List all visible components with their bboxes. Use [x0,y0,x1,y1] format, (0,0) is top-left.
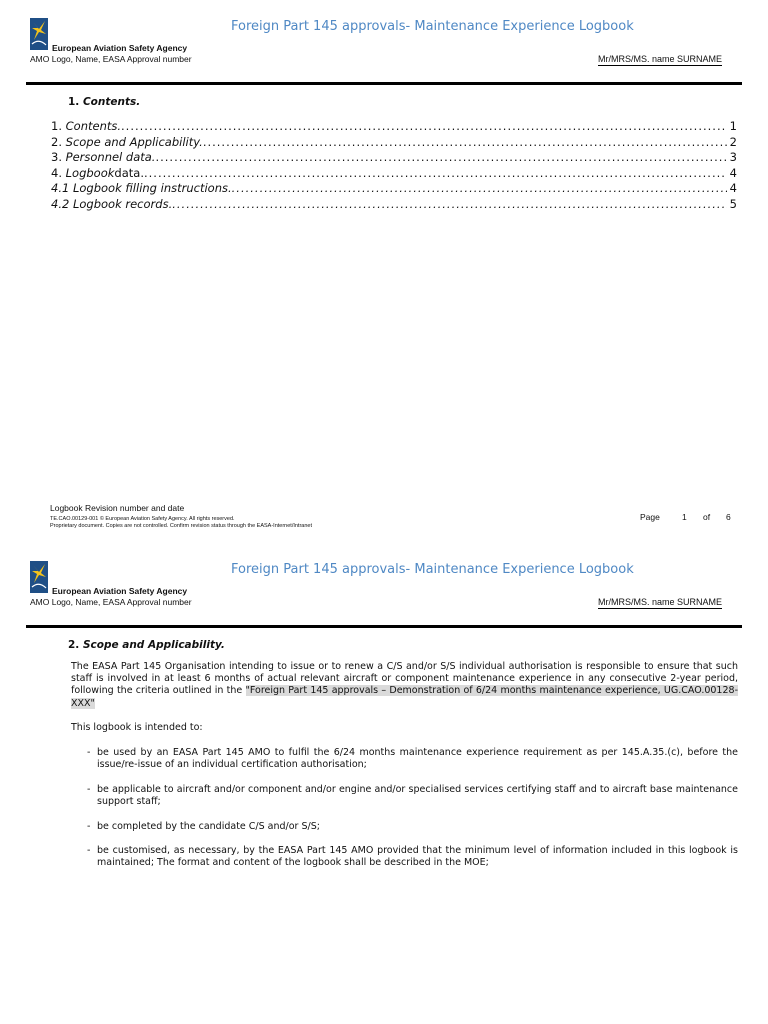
scope-heading: 2. Scope and Applicability. [68,639,225,651]
page-label: Page [640,512,660,522]
document-title: Foreign Part 145 approvals- Maintenance Experience Logbook [231,562,634,577]
copyright-notice: TE.CAO.00129-001 © European Aviation Safety Agency. All rights reserved. [50,516,235,522]
toc-entry-personnel[interactable]: 3. Personnel data. ..... 3 [51,150,737,166]
person-name-field: Mr/MRS/MS. name SURNAME [598,54,723,64]
toc-entry-contents[interactable]: 1. Contents. ..... 1 [51,119,737,135]
agency-name: European Aviation Safety Agency [52,586,188,596]
revision-label: Logbook Revision number and date [50,503,185,513]
bullet-marker: - [87,845,91,856]
bullet-marker: - [87,821,91,832]
toc-entry-scope[interactable]: 2. Scope and Applicability. ..... 2 [51,135,737,151]
of-label: of [703,512,711,522]
person-name-field: Mr/MRS/MS. name SURNAME [598,597,723,607]
toc-entry-filling-instructions[interactable]: 4.1 Logbook filling instructions. ..... 4 [51,181,737,197]
scope-intro-paragraph: The EASA Part 145 Organisation intending to issue or to renew a C/S and/or S/S individual authorisation is responsible to ensure that such staff is involved in at least 6 months of actual relevant aircraft or component maintenance experience in any consecutive 2-year period, following the criteria outlined in the "Foreign Part 145 approvals – Demonstration of 6/24 months maintenance experience, UG.CAO.00128-XXX" [71,661,738,709]
amo-line: AMO Logo, Name, EASA Approval number [30,54,192,64]
easa-logo-icon [30,18,48,50]
toc-entry-logbook-data[interactable]: 4. Logbook data. ..... 4 [51,166,737,182]
intended-label: This logbook is intended to: [71,722,203,733]
page-number: 1 [682,512,687,522]
list-item: be applicable to aircraft and/or component and/or engine and/or specialised services certifying staff and to aircraft base maintenance support staff; [97,784,738,808]
document-title: Foreign Part 145 approvals- Maintenance Experience Logbook [231,19,634,34]
list-item: be customised, as necessary, by the EASA Part 145 AMO provided that the minimum level of information included in this logbook is maintained; The format and content of the logbook shall be described in the MOE; [97,845,738,869]
toc-entry-logbook-records[interactable]: 4.2 Logbook records. ..... 5 [51,197,737,213]
easa-logo-icon [30,561,48,593]
page-total: 6 [726,512,731,522]
header-divider [26,625,742,628]
amo-line: AMO Logo, Name, EASA Approval number [30,597,192,607]
bullet-marker: - [87,747,91,758]
header-divider [26,82,742,85]
reference-document-highlight: "Foreign Part 145 approvals – Demonstration of 6/24 months maintenance experience, UG.CAO.00128-XXX" [71,685,738,709]
proprietary-notice: Proprietary document. Copies are not controlled. Confirm revision status through the EASA-Internet/Intranet [50,523,312,529]
list-item: be completed by the candidate C/S and/or S/S; [97,821,320,832]
contents-heading: 1. Contents. [68,96,141,108]
agency-name: European Aviation Safety Agency [52,43,188,53]
list-item: be used by an EASA Part 145 AMO to fulfil the 6/24 months maintenance experience requirement as per 145.A.35.(c), before the issue/re-issue of an individual certification authorisation; [97,747,738,771]
bullet-marker: - [87,784,91,795]
